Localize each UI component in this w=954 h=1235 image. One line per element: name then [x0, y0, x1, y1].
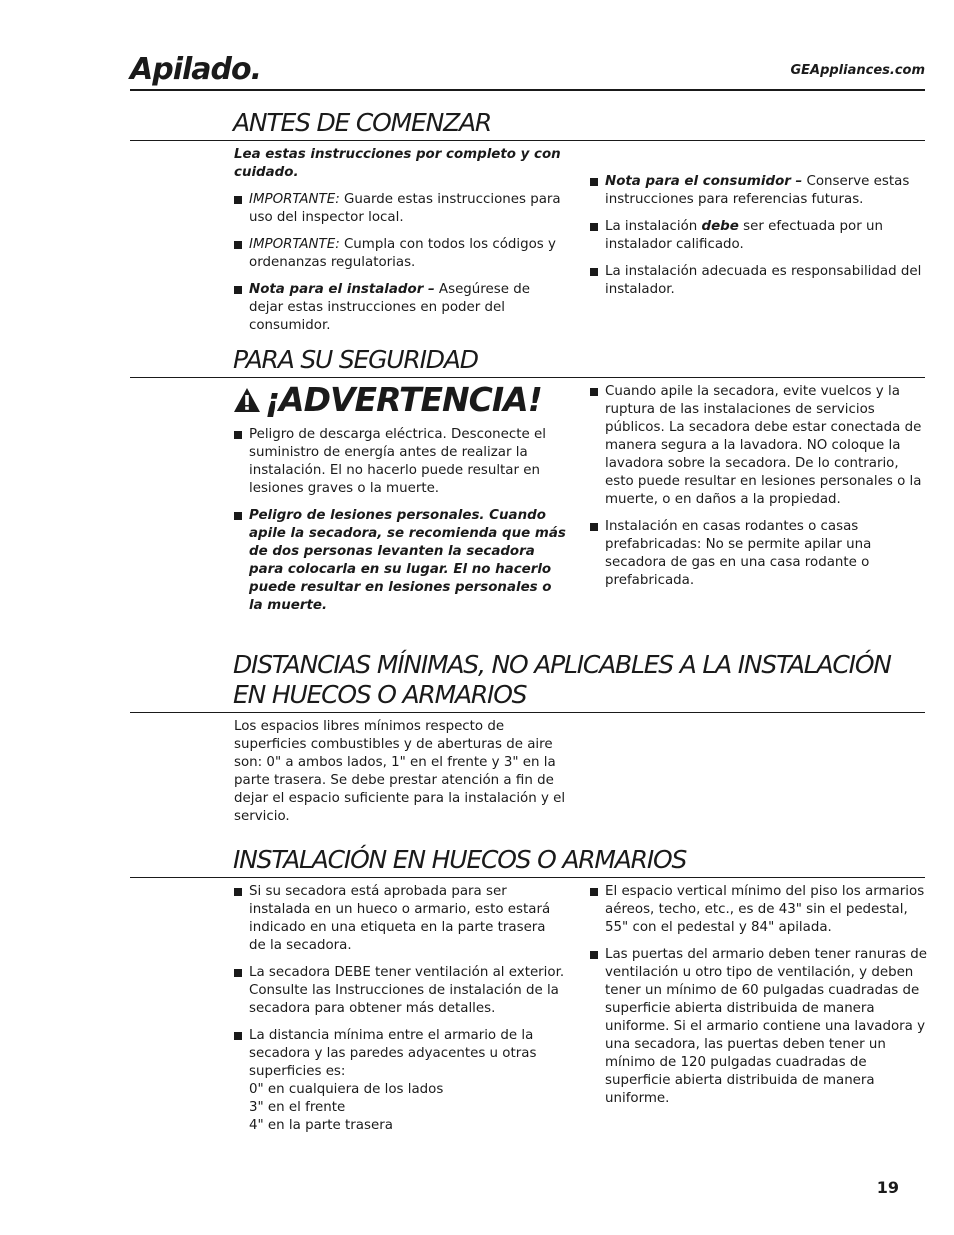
item-label: IMPORTANTE: — [249, 237, 340, 252]
list-item: Nota para el consumidor – Conserve estas instrucciones para referencias futuras. — [590, 173, 926, 209]
section-rule-seguridad — [130, 377, 925, 378]
section2-left-column — [234, 426, 566, 624]
paragraph: Los espacios libres mínimos respecto de superficies combustibles y de aberturas de aire son: 0" a ambos lados, 1" en el frente y 3" en la parte trasera. Se debe prestar atención a fin de dejar el espacio suficiente para la instalación y el servicio. — [234, 719, 566, 824]
list-item: Las puertas del armario deben tener ranuras de ventilación u otro tipo de ventilación, y deben tener un mínimo de 60 pulgadas cuadradas de superficie abierta distribuida de manera uniforme. Si el armario contiene una lavadora y una secadora, las puertas deben tener un mínimo de 120 pulgadas cuadradas de superficie abierta distribuida de manera uniforme. — [590, 946, 930, 1108]
list-item: Cuando apile la secadora, evite vuelcos y la ruptura de las instalaciones de servicios públicos. La secadora debe estar conectada de manera segura a la lavadora. NO coloque la lavadora sobre la secadora. De lo contrario, esto puede resultar en lesiones personales o la muerte, o en daños a la propiedad. — [590, 383, 926, 509]
list-item: Si su secadora está aprobada para ser instalada en un hueco o armario, esto estará indicado en una etiqueta en la parte trasera de la secadora. — [234, 883, 566, 955]
list-item: El espacio vertical mínimo del piso los armarios aéreos, techo, etc., es de 43" sin el pedestal, 55" con el pedestal y 84" apilada. — [590, 883, 930, 937]
section-title-distancias: DISTANCIAS MÍNIMAS, NO APLICABLES A LA INSTALACIÓN EN HUECOS O ARMARIOS — [233, 650, 891, 709]
clearance-line: 4" en la parte trasera — [249, 1118, 393, 1133]
section-rule-antes — [130, 140, 925, 141]
section-rule-distancias — [130, 712, 925, 713]
list-item: La distancia mínima entre el armario de la secadora y las paredes adyacentes u otras superficies es: 0" en cualquiera de los lados 3" en el frente 4" en la parte trasera — [234, 1027, 566, 1135]
list-item: IMPORTANTE: Cumpla con todos los códigos y ordenanzas regulatorias. — [234, 236, 566, 272]
site-url[interactable]: GEAppliances.com — [790, 63, 925, 78]
list-item: La instalación adecuada es responsabilidad del instalador. — [590, 263, 926, 299]
clearance-line: 3" en el frente — [249, 1100, 346, 1115]
header-rule — [130, 89, 925, 91]
section4-right-column — [590, 883, 930, 1117]
item-label: IMPORTANTE: — [249, 192, 340, 207]
section-title-antes: ANTES DE COMENZAR — [233, 108, 492, 137]
list-item: IMPORTANTE: Guarde estas instrucciones para uso del inspector local. — [234, 191, 566, 227]
list-item: La secadora DEBE tener ventilación al exterior. Consulte las Instrucciones de instalación de la secadora para obtener más detalles. — [234, 964, 566, 1018]
list-item: Peligro de descarga eléctrica. Desconecte el suministro de energía antes de realizar la instalación. El no hacerlo puede resultar en lesiones graves o la muerte. — [234, 426, 566, 498]
list-item: Nota para el instalador – Asegúrese de dejar estas instrucciones en poder del consumidor. — [234, 281, 566, 335]
item-label: Nota para el consumidor – — [605, 174, 803, 189]
list-item: Instalación en casas rodantes o casas prefabricadas: No se permite apilar una secadora de gas en una casa rodante o prefabricada. — [590, 518, 926, 590]
warning-text: ¡ADVERTENCIA! — [265, 380, 542, 419]
clearance-line: 0" en cualquiera de los lados — [249, 1082, 444, 1097]
warning-heading — [233, 380, 542, 419]
section1-intro: Lea estas instrucciones por completo y con cuidado. — [234, 147, 561, 180]
warning-triangle-icon — [233, 387, 261, 413]
section-title-instalacion: INSTALACIÓN EN HUECOS O ARMARIOS — [233, 845, 687, 874]
section-rule-instalacion — [130, 877, 925, 878]
section2-right-column — [590, 383, 926, 599]
page-title: Apilado. — [130, 52, 261, 87]
list-item: La instalación debe ser efectuada por un instalador calificado. — [590, 218, 926, 254]
section3-body — [234, 718, 566, 835]
section1-left-column — [234, 146, 566, 344]
section4-left-column — [234, 883, 566, 1144]
page-number: 19 — [876, 1178, 899, 1197]
list-item: Peligro de lesiones personales. Cuando apile la secadora, se recomienda que más de dos personas levanten la secadora para colocarla en su lugar. El no hacerlo puede resultar en lesiones personales o la muerte. — [234, 507, 566, 615]
section-title-seguridad: PARA SU SEGURIDAD — [233, 345, 478, 374]
section1-right-column — [590, 173, 926, 308]
item-label: Nota para el instalador – — [249, 282, 435, 297]
